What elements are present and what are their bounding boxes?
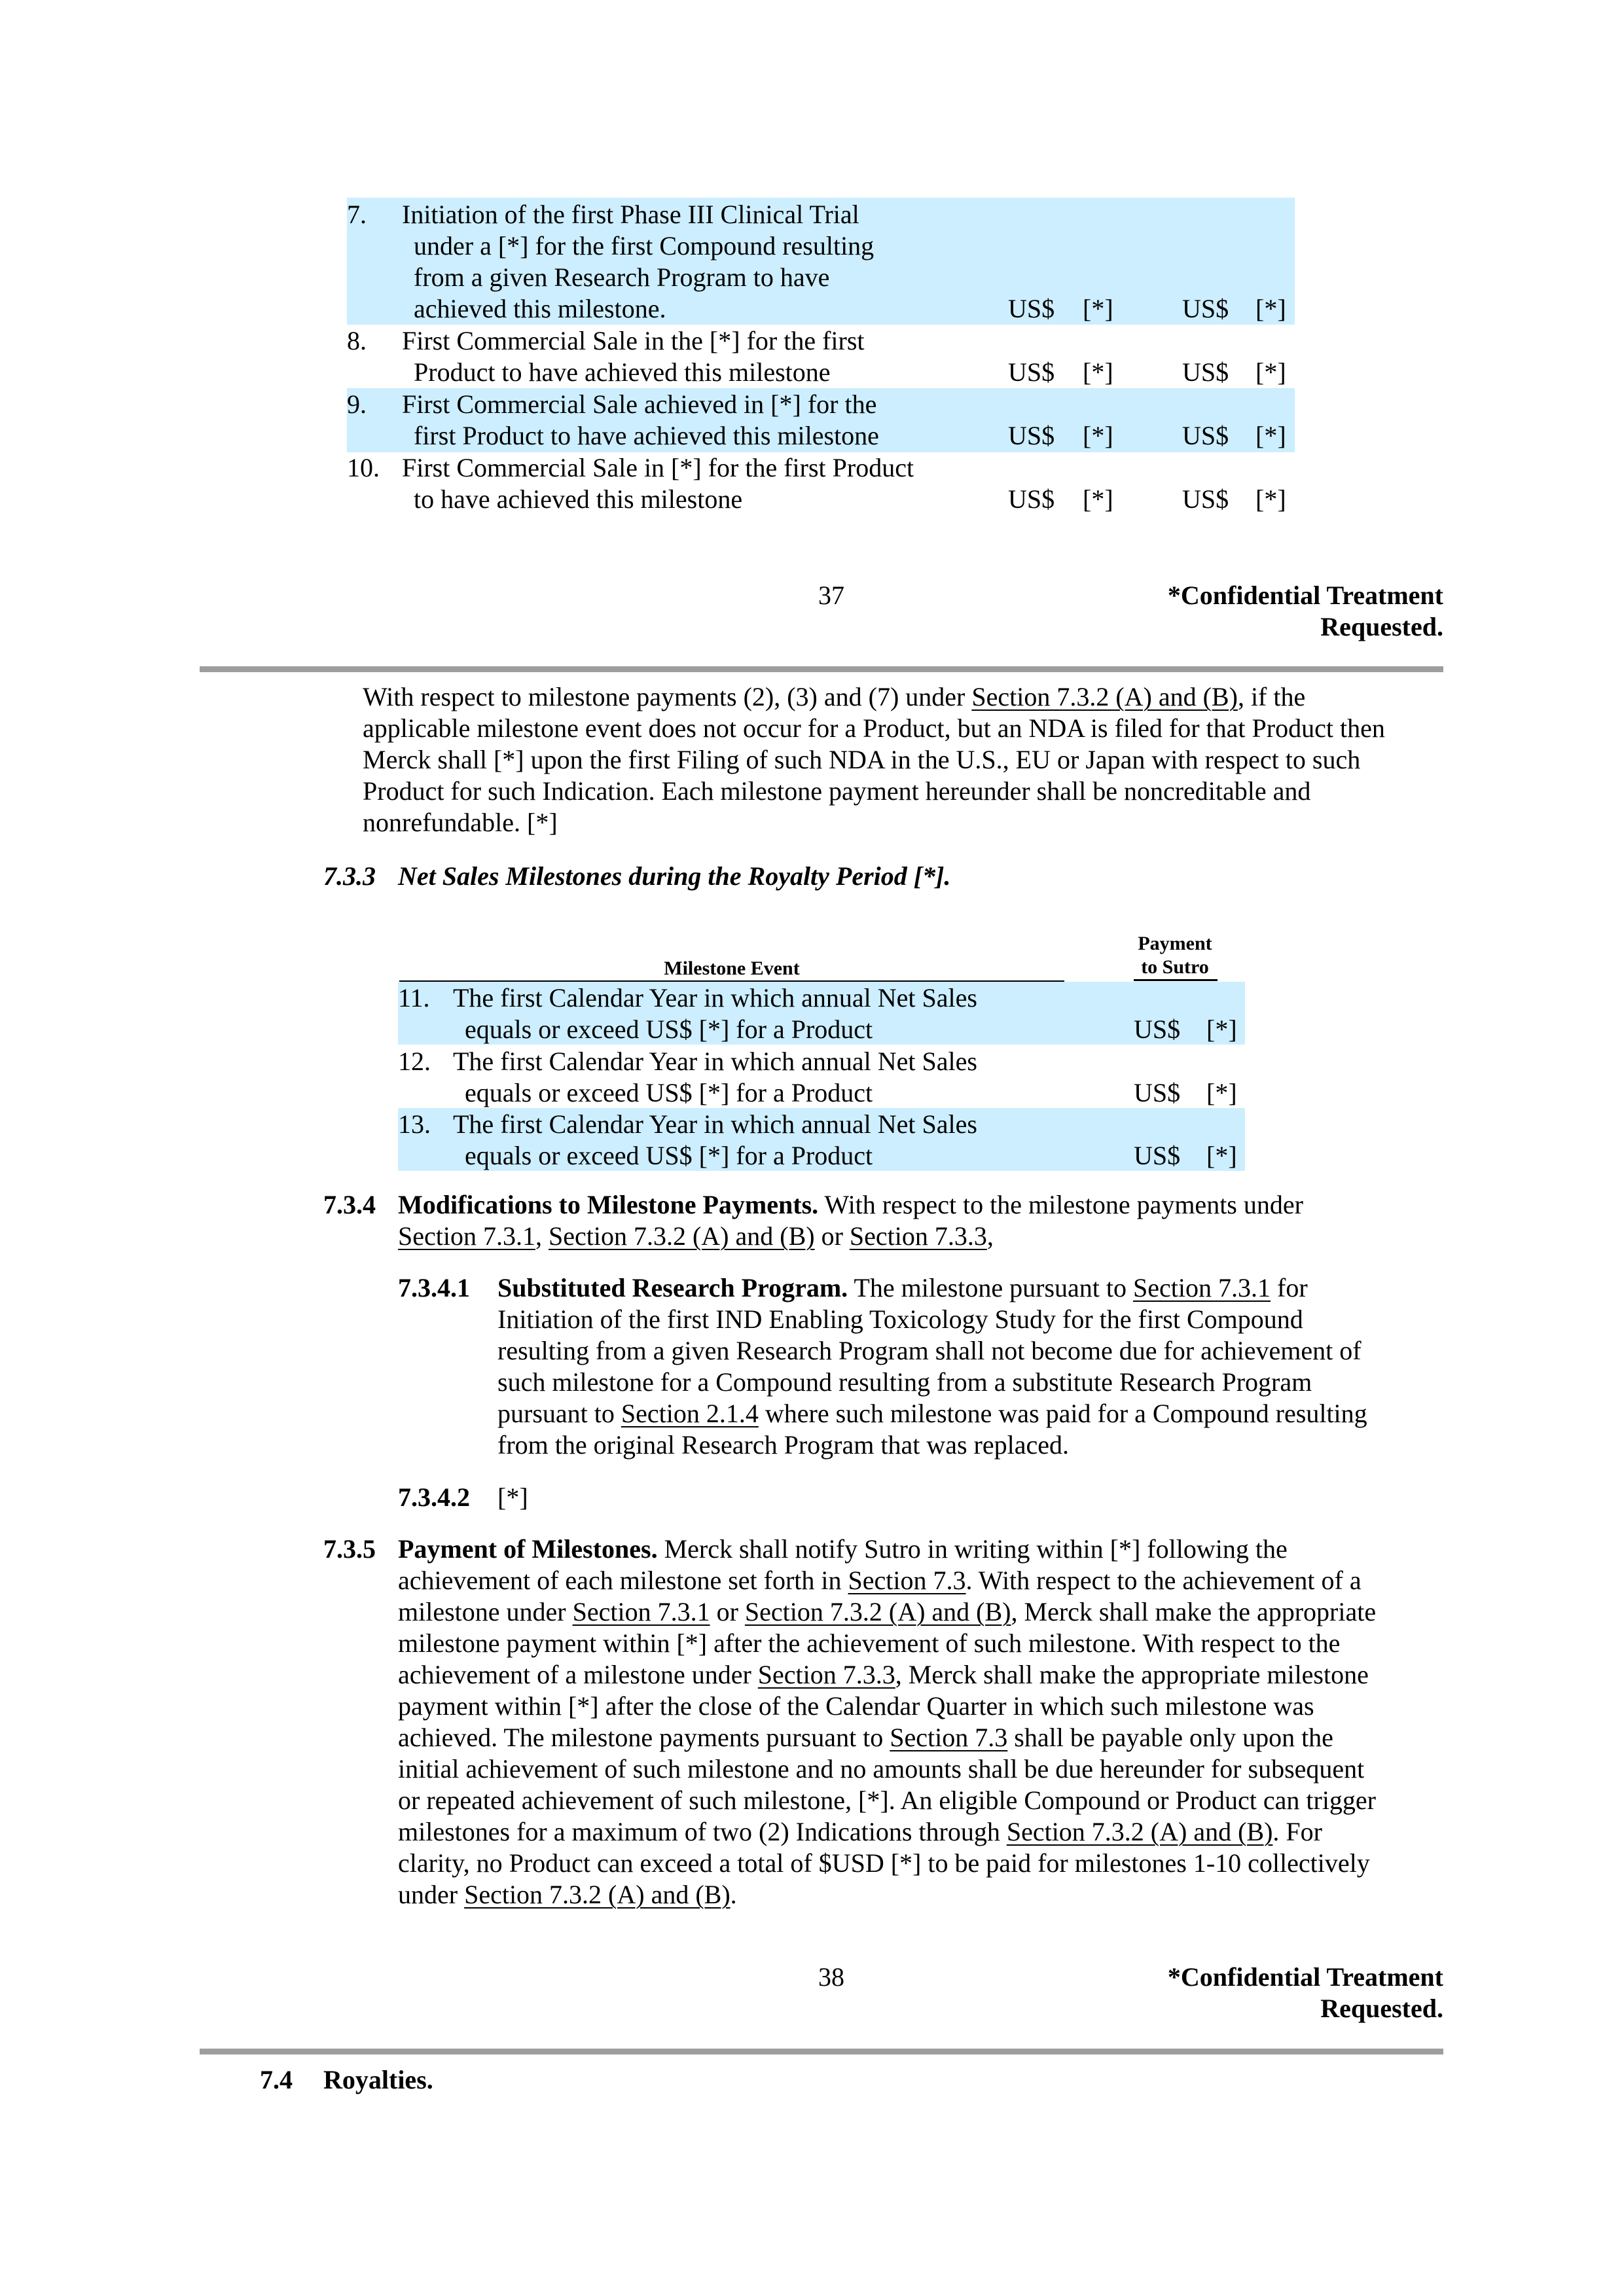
currency: US$ <box>1182 484 1229 514</box>
column-header-event: Milestone Event <box>664 958 800 979</box>
currency: US$ <box>1008 294 1055 323</box>
amount-value: [*] <box>1255 357 1286 387</box>
section-text: [*] <box>497 1482 528 1512</box>
amount-value: [*] <box>1083 357 1113 387</box>
paragraph-line: milestone under Section 7.3.1 or Section 7.3.2 (A) and (B), Merck shall make the appropriate <box>398 1597 1377 1626</box>
page-number: 38 <box>818 1962 844 1992</box>
section-link[interactable]: Section 7.3.1 <box>1133 1273 1271 1302</box>
section-number: 7.4 <box>260 2065 293 2094</box>
row-number: 9. <box>347 389 367 419</box>
paragraph-line: applicable milestone event does not occur for a Product, but an NDA is filed for that Product then <box>363 713 1385 743</box>
paragraph-line: achieved. The milestone payments pursuant to Section 7.3 shall be payable only upon the <box>398 1723 1333 1752</box>
section-number: 7.3.4.2 <box>398 1482 470 1512</box>
column-header-payment: to Sutro <box>1141 956 1209 978</box>
section-link[interactable]: Section 7.3.3 <box>757 1660 895 1689</box>
paragraph-line: milestone payment within [*] after the achievement of such milestone. With respect to the <box>398 1628 1341 1658</box>
amount-value: [*] <box>1255 294 1286 323</box>
section-link[interactable]: Section 7.3.1 <box>398 1221 535 1251</box>
amount-value: [*] <box>1206 1014 1237 1044</box>
currency: US$ <box>1134 1141 1181 1170</box>
currency: US$ <box>1008 484 1055 514</box>
paragraph-line: initial achievement of such milestone and no amounts shall be due hereunder for subsequent <box>398 1754 1365 1784</box>
section-number: 7.3.3 <box>323 861 376 891</box>
row-number: 10. <box>347 453 380 482</box>
paragraph-line: pursuant to Section 2.1.4 where such milestone was paid for a Compound resulting <box>497 1399 1367 1428</box>
currency: US$ <box>1134 1078 1181 1107</box>
section-link[interactable]: Section 7.3.2 (A) and (B) <box>1006 1817 1273 1846</box>
paragraph-line: With respect to milestone payments (2), (3) and (7) under Section 7.3.2 (A) and (B), if the <box>363 682 1306 711</box>
paragraph-line: payment within [*] after the close of the Calendar Quarter in which such milestone was <box>398 1691 1314 1721</box>
row-text: Product to have achieved this milestone <box>414 357 831 387</box>
paragraph-line: achievement of a milestone under Section 7.3.3, Merck shall make the appropriate milestone <box>398 1660 1369 1689</box>
row-text: Initiation of the first Phase III Clinical Trial <box>402 200 859 229</box>
section-link[interactable]: Section 7.3 <box>848 1566 966 1595</box>
confidential-note-line: Requested. <box>1320 1994 1443 2023</box>
paragraph-line: such milestone for a Compound resulting from a substitute Research Program <box>497 1367 1312 1397</box>
paragraph-line: achievement of each milestone set forth in Section 7.3. With respect to the achievement of a <box>398 1566 1362 1595</box>
row-number: 8. <box>347 326 367 355</box>
column-header-payment: Payment <box>1138 933 1212 954</box>
currency: US$ <box>1134 1014 1181 1044</box>
paragraph-line: under Section 7.3.2 (A) and (B). <box>398 1880 737 1909</box>
paragraph-line: clarity, no Product can exceed a total of $USD [*] to be paid for milestones 1-10 collectively <box>398 1848 1370 1878</box>
paragraph-line: resulting from a given Research Program shall not become due for achievement of <box>497 1336 1362 1365</box>
amount-value: [*] <box>1206 1141 1237 1170</box>
paragraph-line: milestones for a maximum of two (2) Indications through Section 7.3.2 (A) and (B). For <box>398 1817 1322 1846</box>
row-text: First Commercial Sale in the [*] for the first <box>402 326 865 355</box>
row-text: The first Calendar Year in which annual Net Sales <box>453 1109 977 1139</box>
paragraph-line: nonrefundable. [*] <box>363 808 558 837</box>
row-text: First Commercial Sale in [*] for the first Product <box>402 453 914 482</box>
row-text: The first Calendar Year in which annual Net Sales <box>453 983 977 1013</box>
section-heading: Royalties. <box>323 2065 433 2094</box>
row-text: First Commercial Sale achieved in [*] for the <box>402 389 877 419</box>
paragraph-line: Initiation of the first IND Enabling Toxicology Study for the first Compound <box>497 1304 1303 1334</box>
amount-value: [*] <box>1206 1078 1237 1107</box>
section-heading: Net Sales Milestones during the Royalty Period [*]. <box>398 861 951 891</box>
section-link[interactable]: Section 7.3.2 (A) and (B) <box>971 682 1238 711</box>
section-heading: Payment of Milestones. <box>398 1534 658 1564</box>
row-number: 13. <box>398 1109 431 1139</box>
confidential-note-line: Requested. <box>1320 612 1443 641</box>
paragraph-line: Merck shall [*] upon the first Filing of such NDA in the U.S., EU or Japan with respect to such <box>363 745 1361 774</box>
row-text: achieved this milestone. <box>414 294 666 323</box>
amount-value: [*] <box>1083 294 1113 323</box>
paragraph-line: Substituted Research Program. The milestone pursuant to Section 7.3.1 for <box>497 1273 1308 1302</box>
amount-value: [*] <box>1083 484 1113 514</box>
currency: US$ <box>1182 357 1229 387</box>
section-link[interactable]: Section 7.3.2 (A) and (B) <box>548 1221 815 1251</box>
confidential-note <box>1051 580 1443 643</box>
paragraph-line: or repeated achievement of such milestone, [*]. An eligible Compound or Product can trigger <box>398 1785 1377 1815</box>
amount-value: [*] <box>1255 421 1286 450</box>
currency: US$ <box>1182 421 1229 450</box>
row-number: 7. <box>347 200 367 229</box>
currency: US$ <box>1008 357 1055 387</box>
row-text: equals or exceed US$ [*] for a Product <box>465 1141 873 1170</box>
section-link[interactable]: Section 7.3 <box>890 1723 1008 1752</box>
paragraph-line: from the original Research Program that was replaced. <box>497 1430 1070 1460</box>
paragraph-line: Product for such Indication. Each milestone payment hereunder shall be noncreditable and <box>363 776 1311 806</box>
row-text: The first Calendar Year in which annual Net Sales <box>453 1047 977 1076</box>
currency: US$ <box>1182 294 1229 323</box>
row-text: from a given Research Program to have <box>414 262 830 292</box>
section-link[interactable]: Section 2.1.4 <box>621 1399 759 1428</box>
row-text: under a [*] for the first Compound resulting <box>414 231 875 260</box>
section-7-3-4-line: Section 7.3.1, Section 7.3.2 (A) and (B) or Section 7.3.3, <box>398 1221 994 1251</box>
section-heading: Modifications to Milestone Payments. <box>398 1190 819 1219</box>
page-number: 37 <box>818 581 844 610</box>
section-link[interactable]: Section 7.3.3 <box>849 1221 987 1251</box>
section-heading: Substituted Research Program. <box>497 1273 848 1302</box>
paragraph-line: Payment of Milestones. Merck shall notify Sutro in writing within [*] following the <box>398 1534 1288 1564</box>
currency: US$ <box>1008 421 1055 450</box>
page-divider <box>200 2049 1443 2054</box>
row-number: 12. <box>398 1047 431 1076</box>
section-7-3-4-line: Modifications to Milestone Payments. With respect to the milestone payments under <box>398 1190 1303 1219</box>
row-text: first Product to have achieved this milestone <box>414 421 879 450</box>
section-number: 7.3.4.1 <box>398 1273 470 1302</box>
section-link[interactable]: Section 7.3.1 <box>572 1597 710 1626</box>
section-number: 7.3.5 <box>323 1534 376 1564</box>
header-underline <box>1134 979 1218 981</box>
amount-value: [*] <box>1083 421 1113 450</box>
row-text: equals or exceed US$ [*] for a Product <box>465 1014 873 1044</box>
page-divider <box>200 666 1443 672</box>
amount-value: [*] <box>1255 484 1286 514</box>
confidential-note-line: *Confidential Treatment <box>1167 581 1443 610</box>
row-text: to have achieved this milestone <box>414 484 743 514</box>
section-link[interactable]: Section 7.3.2 (A) and (B) <box>744 1597 1011 1626</box>
confidential-note-line: *Confidential Treatment <box>1167 1962 1443 1992</box>
confidential-note <box>1051 1962 1443 2024</box>
row-number: 11. <box>398 983 430 1013</box>
row-text: equals or exceed US$ [*] for a Product <box>465 1078 873 1107</box>
section-link[interactable]: Section 7.3.2 (A) and (B) <box>464 1880 731 1909</box>
section-number: 7.3.4 <box>323 1190 376 1219</box>
